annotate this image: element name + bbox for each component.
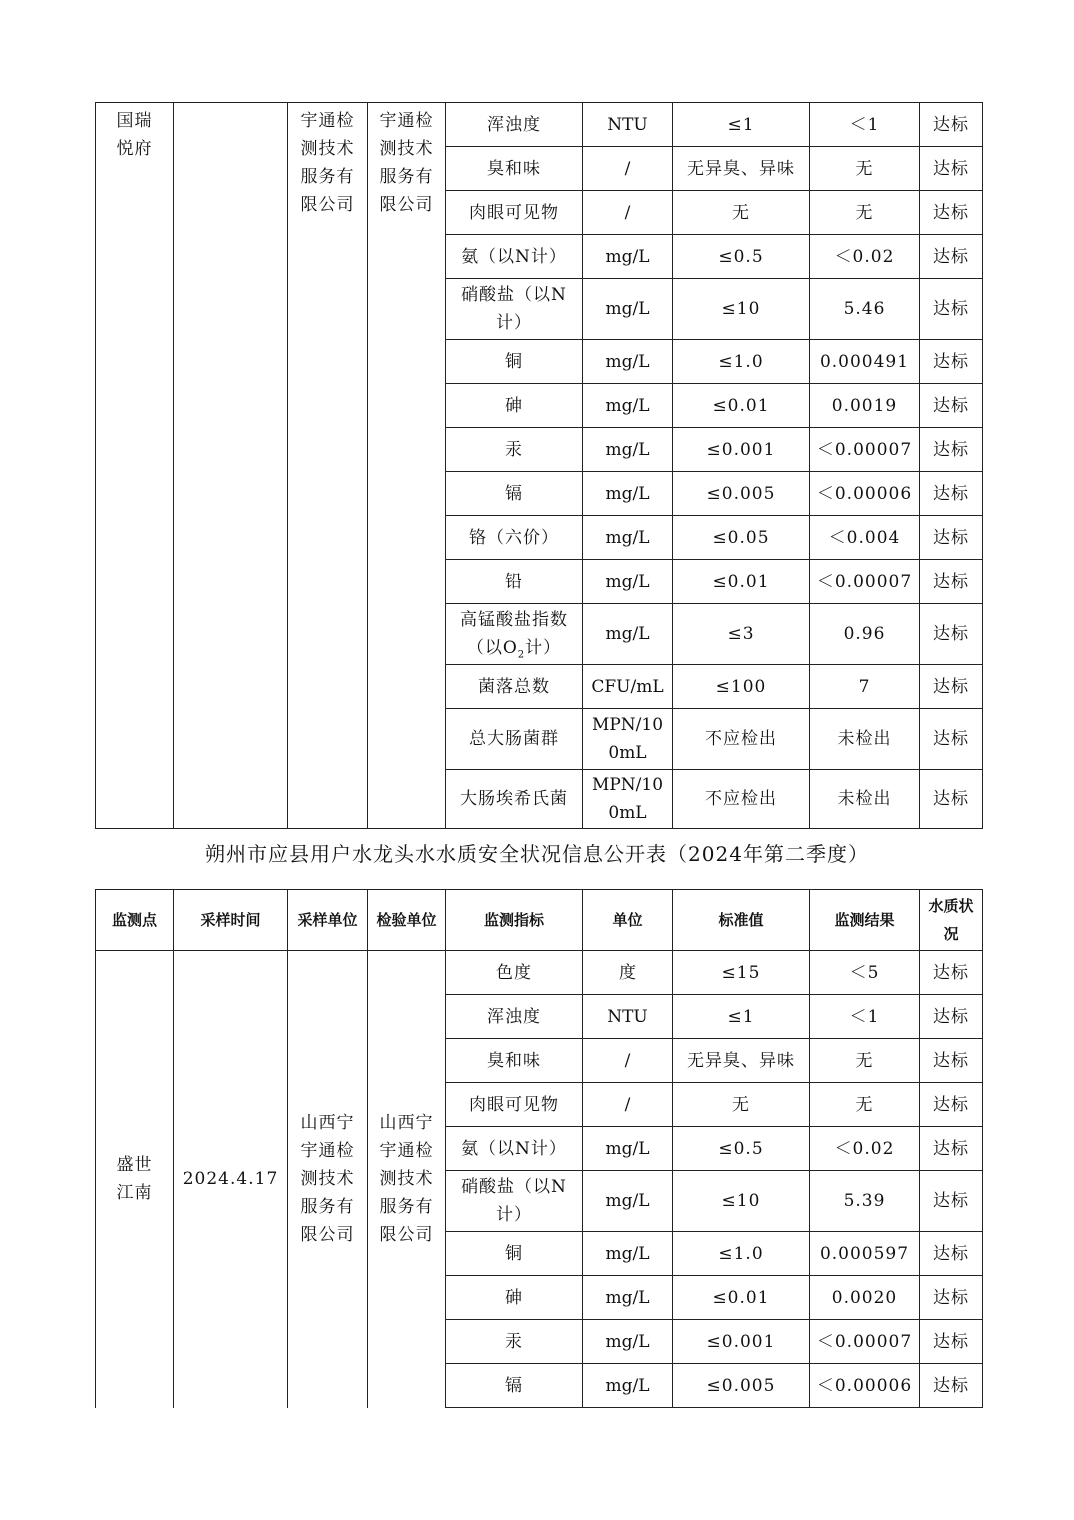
result-cell: ＜0.02	[810, 235, 920, 279]
indicator-cell: 硝酸盐（以N计）	[446, 279, 583, 340]
result-cell: 无	[810, 191, 920, 235]
indicator-cell: 菌落总数	[446, 665, 583, 709]
standard-cell: 不应检出	[673, 770, 810, 829]
status-cell: 达标	[920, 560, 983, 604]
result-cell: 未检出	[810, 709, 920, 770]
standard-cell: ≤0.001	[673, 428, 810, 472]
status-cell: 达标	[920, 1171, 983, 1232]
testing-unit-cell: 宇通检测技术服务有限公司	[368, 103, 446, 829]
sampling-time-cell: 2024.4.17	[174, 951, 288, 1408]
indicator-cell: 铅	[446, 560, 583, 604]
table-title: 朔州市应县用户水龙头水水质安全状况信息公开表（2024年第二季度）	[205, 842, 869, 866]
status-cell: 达标	[920, 1127, 983, 1171]
result-cell: ＜0.02	[810, 1127, 920, 1171]
unit-cell: mg/L	[583, 560, 673, 604]
status-cell: 达标	[920, 340, 983, 384]
standard-cell: 无异臭、异味	[673, 1039, 810, 1083]
status-cell: 达标	[920, 472, 983, 516]
indicator-cell: 肉眼可见物	[446, 191, 583, 235]
water-quality-table	[95, 889, 983, 1408]
result-cell: 0.96	[810, 604, 920, 665]
standard-cell: 无	[673, 191, 810, 235]
result-cell: ＜1	[810, 103, 920, 147]
indicator-cell: 氨（以N计）	[446, 1127, 583, 1171]
unit-cell: /	[583, 191, 673, 235]
standard-cell: ≤100	[673, 665, 810, 709]
header-site: 监测点	[96, 890, 174, 951]
standard-cell: ≤0.01	[673, 560, 810, 604]
indicator-cell: 铜	[446, 1232, 583, 1276]
status-cell: 达标	[920, 384, 983, 428]
status-cell: 达标	[920, 665, 983, 709]
indicator-cell: 氨（以N计）	[446, 235, 583, 279]
result-cell: ＜1	[810, 995, 920, 1039]
status-cell: 达标	[920, 1083, 983, 1127]
header-time: 采样时间	[174, 890, 288, 951]
status-cell: 达标	[920, 147, 983, 191]
unit-cell: MPN/100mL	[583, 770, 673, 829]
unit-cell: /	[583, 1083, 673, 1127]
unit-cell: MPN/100mL	[583, 709, 673, 770]
table-row	[96, 103, 983, 147]
unit-cell: mg/L	[583, 340, 673, 384]
result-cell: 7	[810, 665, 920, 709]
header-testing-unit: 检验单位	[368, 890, 446, 951]
indicator-cell: 砷	[446, 384, 583, 428]
status-cell: 达标	[920, 428, 983, 472]
monitoring-site-cell: 国瑞悦府	[96, 103, 174, 829]
standard-cell: ≤0.01	[673, 384, 810, 428]
result-cell: ＜0.00006	[810, 472, 920, 516]
indicator-cell: 臭和味	[446, 1039, 583, 1083]
standard-cell: ≤0.005	[673, 472, 810, 516]
standard-cell: ≤1.0	[673, 1232, 810, 1276]
unit-cell: /	[583, 1039, 673, 1083]
status-cell: 达标	[920, 709, 983, 770]
unit-cell: mg/L	[583, 1127, 673, 1171]
indicator-cell: 镉	[446, 472, 583, 516]
unit-cell: mg/L	[583, 428, 673, 472]
status-cell: 达标	[920, 1276, 983, 1320]
standard-cell: ≤15	[673, 951, 810, 995]
indicator-cell: 肉眼可见物	[446, 1083, 583, 1127]
indicator-cell: 总大肠菌群	[446, 709, 583, 770]
indicator-cell: 硝酸盐（以N计）	[446, 1171, 583, 1232]
status-cell: 达标	[920, 604, 983, 665]
standard-cell: ≤0.5	[673, 235, 810, 279]
indicator-tail: 计）	[525, 638, 562, 658]
unit-cell: mg/L	[583, 604, 673, 665]
unit-cell: mg/L	[583, 1171, 673, 1232]
status-cell: 达标	[920, 1320, 983, 1364]
unit-cell: mg/L	[583, 235, 673, 279]
unit-cell: mg/L	[583, 1364, 673, 1408]
result-cell: 未检出	[810, 770, 920, 829]
status-cell: 达标	[920, 516, 983, 560]
result-cell: ＜0.00006	[810, 1364, 920, 1408]
header-sampling-unit: 采样单位	[288, 890, 368, 951]
status-cell: 达标	[920, 235, 983, 279]
standard-cell: ≤0.05	[673, 516, 810, 560]
unit-cell: mg/L	[583, 472, 673, 516]
standard-cell: ≤0.01	[673, 1276, 810, 1320]
result-cell: ＜0.00007	[810, 428, 920, 472]
result-cell: ＜5	[810, 951, 920, 995]
sampling-time-cell	[174, 103, 288, 829]
status-cell: 达标	[920, 995, 983, 1039]
standard-cell: ≤1	[673, 995, 810, 1039]
standard-cell: ≤0.005	[673, 1364, 810, 1408]
standard-cell: ≤1	[673, 103, 810, 147]
standard-cell: ≤10	[673, 279, 810, 340]
standard-cell: 无异臭、异味	[673, 147, 810, 191]
indicator-cell: 浑浊度	[446, 995, 583, 1039]
status-cell: 达标	[920, 103, 983, 147]
unit-cell: 度	[583, 951, 673, 995]
status-cell: 达标	[920, 951, 983, 995]
indicator-text: 高锰酸盐指数（以O	[460, 610, 568, 658]
result-cell: 无	[810, 1083, 920, 1127]
header-row	[96, 890, 983, 951]
indicator-cell: 大肠埃希氏菌	[446, 770, 583, 829]
result-cell: 无	[810, 147, 920, 191]
indicator-cell: 镉	[446, 1364, 583, 1408]
unit-cell: /	[583, 147, 673, 191]
unit-cell: mg/L	[583, 1276, 673, 1320]
unit-cell: mg/L	[583, 516, 673, 560]
unit-cell: mg/L	[583, 1232, 673, 1276]
standard-cell: ≤10	[673, 1171, 810, 1232]
standard-cell: ≤1.0	[673, 340, 810, 384]
sampling-unit-cell: 宇通检测技术服务有限公司	[288, 103, 368, 829]
status-cell: 达标	[920, 770, 983, 829]
unit-cell: mg/L	[583, 1320, 673, 1364]
indicator-cell: 浑浊度	[446, 103, 583, 147]
header-standard: 标准值	[673, 890, 810, 951]
status-cell: 达标	[920, 1232, 983, 1276]
status-cell: 达标	[920, 1039, 983, 1083]
unit-cell: NTU	[583, 995, 673, 1039]
indicator-cell: 色度	[446, 951, 583, 995]
standard-cell: 不应检出	[673, 709, 810, 770]
result-cell: 0.0020	[810, 1276, 920, 1320]
indicator-cell: 汞	[446, 1320, 583, 1364]
result-cell: ＜0.00007	[810, 1320, 920, 1364]
indicator-cell: 铬（六价）	[446, 516, 583, 560]
unit-cell: NTU	[583, 103, 673, 147]
result-cell: 0.000597	[810, 1232, 920, 1276]
indicator-cell	[446, 604, 583, 665]
result-cell: ＜0.004	[810, 516, 920, 560]
header-result: 监测结果	[810, 890, 920, 951]
indicator-cell: 臭和味	[446, 147, 583, 191]
header-status: 水质状况	[920, 890, 983, 951]
status-cell: 达标	[920, 279, 983, 340]
result-cell: ＜0.00007	[810, 560, 920, 604]
table-row	[96, 951, 983, 995]
sampling-unit-cell: 山西宁宇通检测技术服务有限公司	[288, 951, 368, 1408]
unit-cell: CFU/mL	[583, 665, 673, 709]
standard-cell: ≤3	[673, 604, 810, 665]
indicator-cell: 砷	[446, 1276, 583, 1320]
status-cell: 达标	[920, 1364, 983, 1408]
unit-cell: mg/L	[583, 279, 673, 340]
indicator-subscript: 2	[517, 649, 526, 661]
result-cell: 5.46	[810, 279, 920, 340]
result-cell: 无	[810, 1039, 920, 1083]
header-indicator: 监测指标	[446, 890, 583, 951]
result-cell: 5.39	[810, 1171, 920, 1232]
result-cell: 0.000491	[810, 340, 920, 384]
standard-cell: ≤0.5	[673, 1127, 810, 1171]
unit-cell: mg/L	[583, 384, 673, 428]
standard-cell: ≤0.001	[673, 1320, 810, 1364]
water-quality-table-continued	[95, 102, 983, 829]
status-cell: 达标	[920, 191, 983, 235]
result-cell: 0.0019	[810, 384, 920, 428]
header-unit: 单位	[583, 890, 673, 951]
indicator-cell: 铜	[446, 340, 583, 384]
indicator-cell: 汞	[446, 428, 583, 472]
testing-unit-cell: 山西宁宇通检测技术服务有限公司	[368, 951, 446, 1408]
standard-cell: 无	[673, 1083, 810, 1127]
monitoring-site-cell: 盛世江南	[96, 951, 174, 1408]
